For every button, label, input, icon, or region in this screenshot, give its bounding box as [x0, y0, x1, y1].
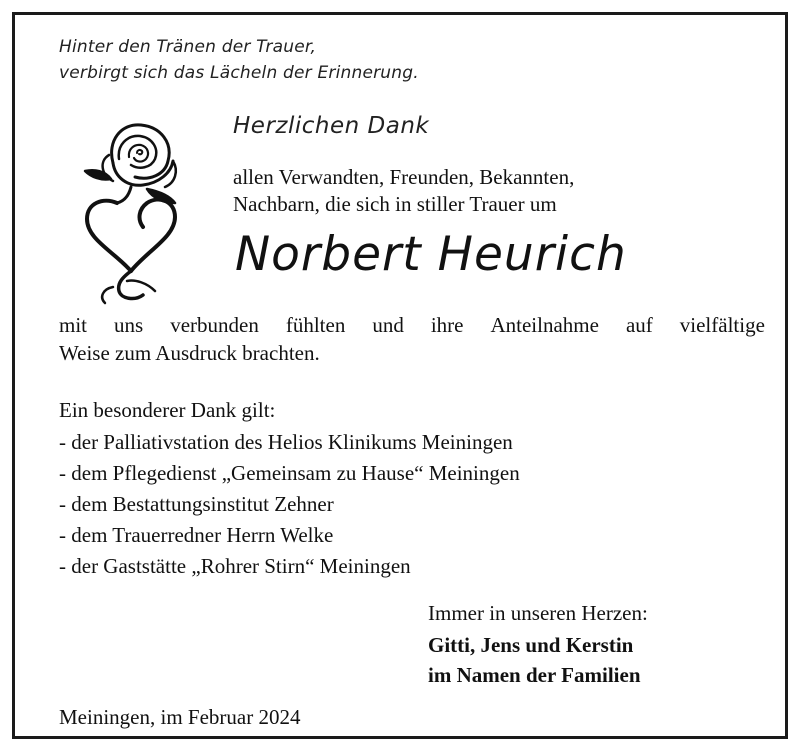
body-word: uns: [114, 313, 144, 337]
body-line-1: [59, 313, 765, 338]
body-word: auf: [625, 313, 653, 337]
motto-line-2: verbirgt sich das Lächeln der Erinnerung.: [59, 63, 419, 83]
intro-line-1: allen Verwandten, Freunden, Bekannten,: [233, 165, 575, 189]
thanks-heading: Herzlichen Dank: [233, 113, 430, 139]
obituary-card: [12, 12, 788, 739]
body-word: vielfältige: [679, 313, 765, 337]
rose-heart-icon: [73, 111, 183, 305]
body-word: mit: [59, 313, 88, 337]
special-thanks-list: [59, 429, 520, 584]
list-item: - der Gaststätte „Rohrer Stirn“ Meiningen: [59, 554, 411, 578]
body-word: Anteilnahme: [490, 313, 599, 337]
motto-line-1: Hinter den Tränen der Trauer,: [59, 37, 317, 57]
body-word: ihre: [430, 313, 464, 337]
signoff-family: im Namen der Familien: [428, 663, 641, 687]
signoff-names: Gitti, Jens und Kerstin: [428, 633, 634, 657]
deceased-name: Norbert Heurich: [235, 227, 627, 282]
list-item: - dem Pflegedienst „Gemeinsam zu Hause“ Meiningen: [59, 461, 520, 485]
body-line-2: Weise zum Ausdruck brachten.: [59, 341, 320, 365]
list-item: - dem Trauerredner Herrn Welke: [59, 523, 334, 547]
body-word: verbunden: [170, 313, 259, 337]
special-thanks-intro: Ein besonderer Dank gilt:: [59, 398, 276, 422]
body-word: fühlten: [285, 313, 346, 337]
signoff-lead: Immer in unseren Herzen:: [428, 601, 648, 625]
list-item: - dem Bestattungsinstitut Zehner: [59, 492, 334, 516]
list-item: - der Palliativstation des Helios Klinikums Meiningen: [59, 430, 513, 454]
intro-line-2: Nachbarn, die sich in stiller Trauer um: [233, 192, 557, 216]
body-word: und: [372, 313, 404, 337]
place-date: Meiningen, im Februar 2024: [59, 705, 301, 729]
